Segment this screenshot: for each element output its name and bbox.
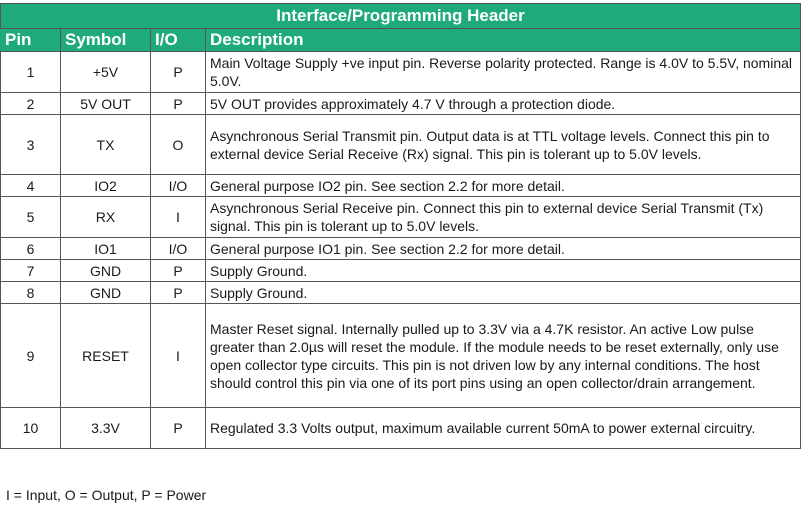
pin-cell: 6: [1, 238, 61, 260]
pin-cell: 1: [1, 52, 61, 93]
description-cell: Supply Ground.: [206, 260, 801, 282]
table-row: [1, 197, 801, 238]
io-cell: I/O: [151, 238, 206, 260]
io-cell: I/O: [151, 175, 206, 197]
pin-cell: 10: [1, 408, 61, 449]
io-cell: I: [151, 197, 206, 238]
symbol-cell: TX: [61, 115, 151, 175]
table-row: [1, 52, 801, 93]
description-cell: General purpose IO2 pin. See section 2.2 for more detail.: [206, 175, 801, 197]
description-cell: Asynchronous Serial Receive pin. Connect this pin to external device Serial Transmit (Tx) signal. This pin is tolerant up to 5.0V levels.: [206, 197, 801, 238]
io-cell: P: [151, 52, 206, 93]
symbol-cell: RESET: [61, 304, 151, 408]
column-header-symbol: Symbol: [61, 29, 151, 52]
io-cell: I: [151, 304, 206, 408]
table-row: [1, 115, 801, 175]
description-cell: General purpose IO1 pin. See section 2.2 for more detail.: [206, 238, 801, 260]
io-cell: P: [151, 408, 206, 449]
symbol-cell: GND: [61, 282, 151, 304]
io-cell: P: [151, 282, 206, 304]
pin-cell: 7: [1, 260, 61, 282]
io-cell: P: [151, 93, 206, 115]
description-cell: Asynchronous Serial Transmit pin. Output data is at TTL voltage levels. Connect this pin to external device Serial Receive (Rx) signal. This pin is tolerant up to 5.0V levels.: [206, 115, 801, 175]
pin-cell: 8: [1, 282, 61, 304]
symbol-cell: IO2: [61, 175, 151, 197]
table-row: [1, 175, 801, 197]
description-cell: Regulated 3.3 Volts output, maximum available current 50mA to power external circuitry.: [206, 408, 801, 449]
description-cell: Master Reset signal. Internally pulled up to 3.3V via a 4.7K resistor. An active Low pulse greater than 2.0µs will reset the module. If the module needs to be reset externally, only use open collector type circuits. This pin is not driven low by any internal conditions. The host should control this pin via one of its port pins using an open collector/drain arrangement.: [206, 304, 801, 408]
symbol-cell: GND: [61, 260, 151, 282]
table-title: Interface/Programming Header: [1, 4, 801, 29]
table-row: [1, 304, 801, 408]
description-cell: 5V OUT provides approximately 4.7 V through a protection diode.: [206, 93, 801, 115]
column-header-io: I/O: [151, 29, 206, 52]
column-header-description: Description: [206, 29, 801, 52]
description-cell: Main Voltage Supply +ve input pin. Reverse polarity protected. Range is 4.0V to 5.5V, nominal 5.0V.: [206, 52, 801, 93]
description-cell: Supply Ground.: [206, 282, 801, 304]
symbol-cell: 3.3V: [61, 408, 151, 449]
symbol-cell: 5V OUT: [61, 93, 151, 115]
table-row: [1, 238, 801, 260]
table-row: [1, 93, 801, 115]
pin-cell: 3: [1, 115, 61, 175]
pin-cell: 4: [1, 175, 61, 197]
io-cell: P: [151, 260, 206, 282]
io-cell: O: [151, 115, 206, 175]
table-row: [1, 408, 801, 449]
interface-header-table: [0, 3, 801, 449]
table-row: [1, 282, 801, 304]
pin-cell: 9: [1, 304, 61, 408]
table-row: [1, 260, 801, 282]
symbol-cell: +5V: [61, 52, 151, 93]
io-legend: I = Input, O = Output, P = Power: [6, 487, 207, 503]
column-header-pin: Pin: [1, 29, 61, 52]
symbol-cell: RX: [61, 197, 151, 238]
symbol-cell: IO1: [61, 238, 151, 260]
pin-cell: 2: [1, 93, 61, 115]
pin-cell: 5: [1, 197, 61, 238]
